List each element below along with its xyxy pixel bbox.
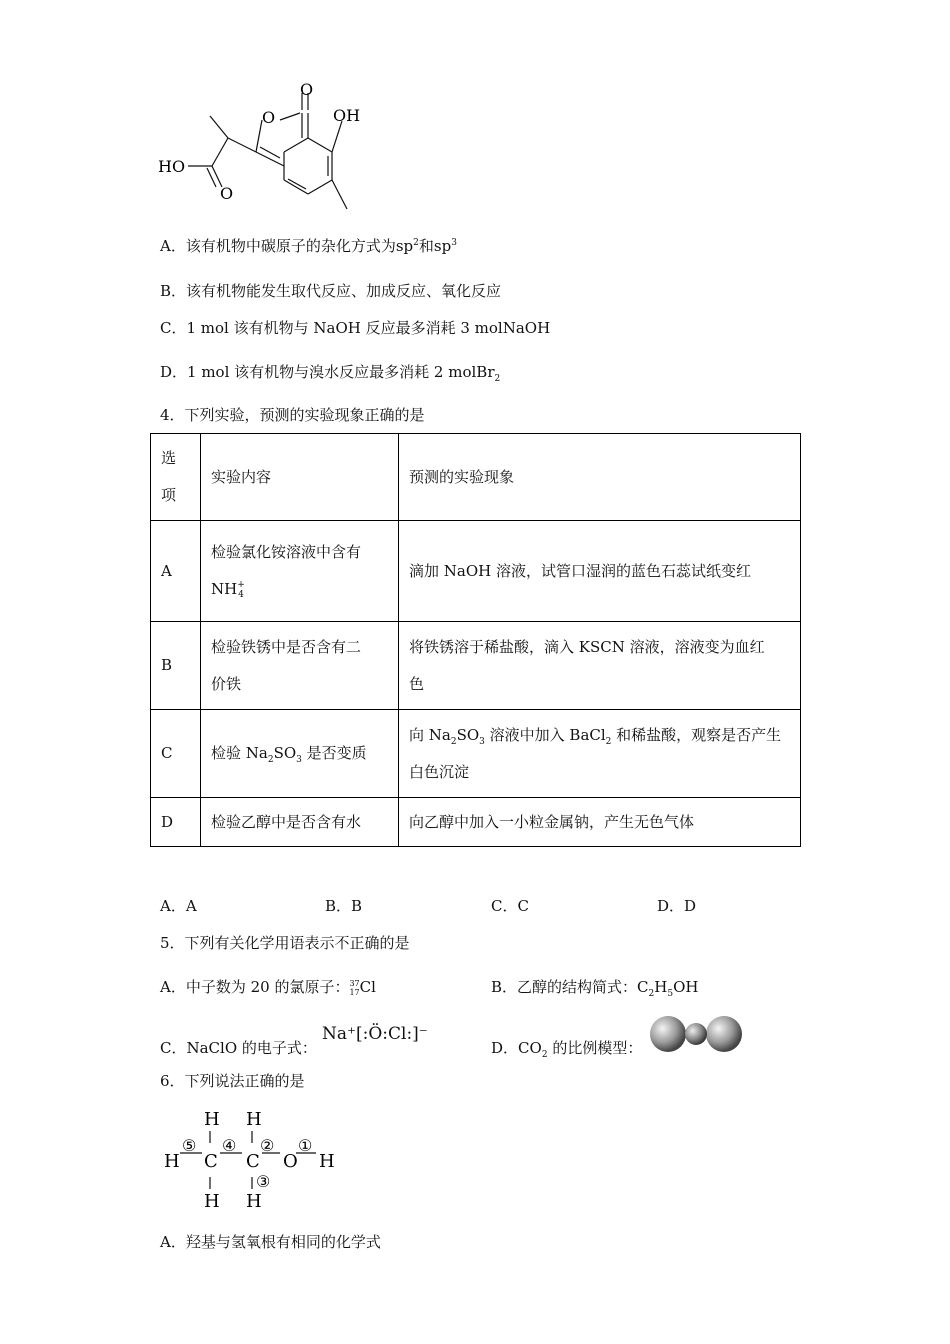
- q3-option-b: B．该有机物能发生取代反应、加成反应、氧化反应: [160, 282, 502, 300]
- q6-stem: 6．下列说法正确的是: [160, 1072, 305, 1090]
- bond-number-3: ③: [256, 1172, 271, 1191]
- bond-number-2: ②: [260, 1136, 275, 1155]
- oxygen-atom-left: [650, 1016, 686, 1052]
- c-atom: C: [204, 1151, 218, 1172]
- h-atom: H: [319, 1151, 335, 1172]
- h-atom: H: [204, 1191, 220, 1212]
- h-atom: H: [246, 1109, 262, 1130]
- row-content: 检验乙醇中是否含有水: [201, 798, 399, 847]
- ring-o-label: O: [262, 108, 276, 127]
- q5-stem: 5．下列有关化学用语表示不正确的是: [160, 934, 410, 952]
- row-option: A: [151, 521, 201, 622]
- oh-label: OH: [333, 106, 361, 125]
- q4-option-b: B．B: [325, 897, 363, 915]
- c-atom: C: [246, 1151, 260, 1172]
- q4-option-d: D．D: [657, 897, 697, 915]
- table-header-row: [151, 434, 801, 521]
- naclo-electron-formula: Na⁺[:Ö:Cl:]⁻: [322, 1024, 428, 1044]
- bond-number-5: ⑤: [182, 1136, 197, 1155]
- h-atom: H: [246, 1191, 262, 1212]
- q4-stem: 4．下列实验，预测的实验现象正确的是: [160, 406, 425, 424]
- ethanol-structure-diagram: [160, 1105, 350, 1215]
- row-content: 检验 $Na_2SO_3$ 是否变质: [201, 710, 399, 798]
- bond-number-1: ①: [298, 1136, 313, 1155]
- table-row: [151, 622, 801, 710]
- row-option: D: [151, 798, 201, 847]
- co2-space-filling-model: [648, 1013, 744, 1055]
- row-result: 滴加 NaOH 溶液，试管口湿润的蓝色石蕊试纸变红: [399, 521, 801, 622]
- header-content: 实验内容: [201, 434, 399, 521]
- q5-option-a: A．中子数为 20 的氯原子：37 17Cl: [160, 978, 376, 997]
- h-atom: H: [164, 1151, 180, 1172]
- q5-option-d: D．$CO_2$ 的比例模型：: [491, 1039, 643, 1060]
- q4-option-c: C．C: [491, 897, 529, 915]
- q5-option-b: B．乙醇的结构简式：$C_2H_5OH$: [491, 978, 699, 999]
- bond-number-4: ④: [222, 1136, 237, 1155]
- row-result: 将铁锈溶于稀盐酸，滴入 KSCN 溶液，溶液变为血红 色: [399, 622, 801, 710]
- carbonyl-o-label: O: [300, 80, 314, 99]
- h-atom: H: [204, 1109, 220, 1130]
- table-row: [151, 798, 801, 847]
- row-option: C: [151, 710, 201, 798]
- experiment-table: [150, 433, 801, 847]
- table-row: [151, 710, 801, 798]
- q4-option-a: A．A: [160, 897, 197, 915]
- acid-o-label: O: [220, 184, 234, 203]
- ho-label: HO: [158, 157, 186, 176]
- oxygen-atom-right: [706, 1016, 742, 1052]
- row-result: 向乙醇中加入一小粒金属钠，产生无色气体: [399, 798, 801, 847]
- row-content: 检验铁锈中是否含有二 价铁: [201, 622, 399, 710]
- header-option: 选 项: [151, 434, 201, 521]
- row-option: B: [151, 622, 201, 710]
- header-result: 预测的实验现象: [399, 434, 801, 521]
- o-atom: O: [283, 1151, 298, 1172]
- q3-option-c: C．1 mol 该有机物与 NaOH 反应最多消耗 3 molNaOH: [160, 319, 551, 337]
- q6-option-a: A．羟基与氢氧根有相同的化学式: [160, 1233, 381, 1251]
- q5-option-c: C．NaClO 的电子式：: [160, 1039, 317, 1057]
- molecule-structure-diagram: [150, 75, 390, 220]
- q3-option-d: D．1 mol 该有机物与溴水反应最多消耗 2 molBr$_2$: [160, 363, 501, 384]
- row-result: 向 $Na_2SO_3$ 溶液中加入 BaCl$_2$ 和稀盐酸，观察是否产生 白色沉淀: [399, 710, 801, 798]
- row-content: 检验氯化铵溶液中含有 NH+ 4: [201, 521, 399, 622]
- table-row: [151, 521, 801, 622]
- q3-option-a: A．该有机物中碳原子的杂化方式为$sp^2$和$sp^3$: [160, 237, 457, 255]
- carbon-atom: [685, 1023, 707, 1045]
